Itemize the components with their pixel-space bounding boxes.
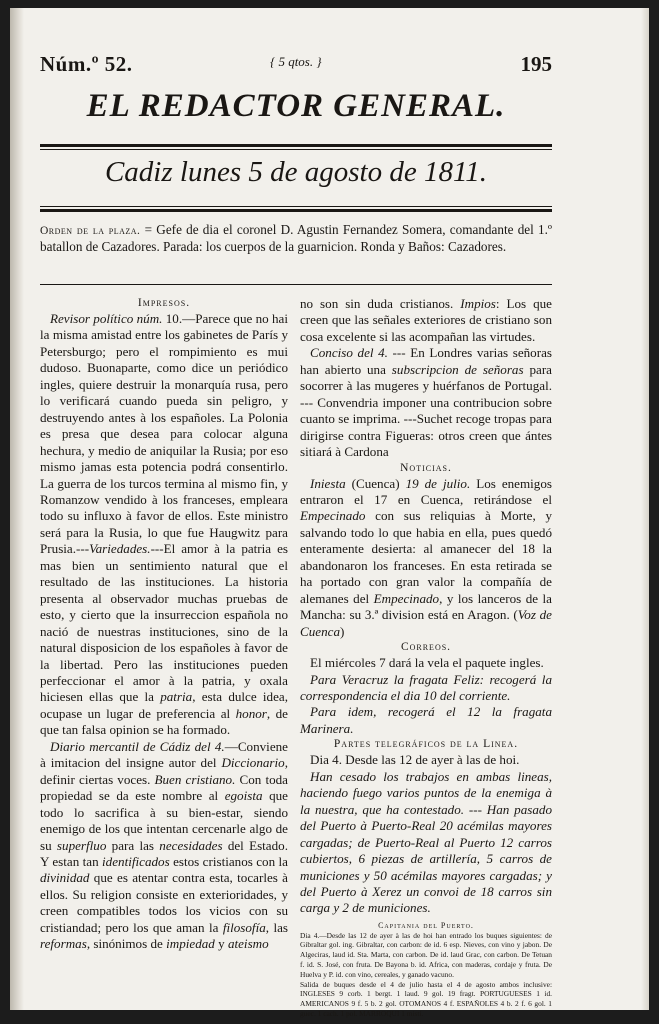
left-column: [40, 296, 288, 953]
iniesta-text-3: , y los lanceros de la Mancha: su 3.ª division está en Aragon. (: [300, 590, 552, 623]
diario-text-6: del Estado. Y estan tan: [40, 837, 288, 869]
capitania-entradas: Dia 4.—Desde las 12 de ayer à las de hoi han entrado los buques siguientes: de Gibraltar gol. ing. Gibraltar, con carbon: de id. 6 esp. Nieves, con vino y jabon. De Algeciras, laud id. Sta. Marta, con carbon. De id. laud Grac, con carbon. De Tetuan f. id. S. José, con fruta. De Bayona b. id. Africa, con maderas, cordaje y fruta. De Huelva y P. id. con vino, cereales, y ganado vacuno.: [300, 930, 552, 979]
page-spine-shadow: [10, 8, 24, 1010]
diario-title: Diario mercantil de Cádiz del 4.: [50, 738, 225, 754]
diario-text-4: que todo lo sacrifica à su bien-estar, siendo enemigo de los que intentan cercenarle algo de su: [40, 788, 288, 853]
word-impiedad: impiedad: [166, 936, 215, 952]
diario-text-9: , las: [265, 919, 288, 935]
capitania-title: Capitania del Puerto.: [378, 920, 474, 930]
paragraph-revisor: [40, 311, 288, 739]
word-egoista: egoista: [224, 788, 263, 804]
correos-line-2-text: Para Veracruz la fragata Feliz: recogerá la correspondencia el dia 10 del corriente.: [300, 671, 552, 703]
conciso-title: Conciso del 4.: [310, 345, 388, 361]
newspaper-page: [10, 8, 649, 1019]
orden-text: = Gefe de dia el coronel D. Agustin Fernandez Somera, comandante del 1.º batallon de Cazadores. Parada: los cuerpos de la guarnicion. Ronda y Baños: Cazadores.: [40, 222, 552, 255]
paragraph-continuation: [300, 296, 552, 345]
iniesta-paren: (Cuenca): [345, 475, 406, 491]
page-edge-shadow: [641, 8, 649, 1010]
conciso-text-2: para socorrer à las mugeres y huérfanos de Portugal. --- Convendria imponer una contribucion sobre cuanto se imprima. ---Suchet recoge tropas para dirigirse contra Figueras: otros creen que ántes sitiará à Cardona: [300, 361, 552, 460]
paragraph-conciso: [300, 345, 552, 460]
right-column: [300, 296, 552, 1019]
variedades-title: Variedades.: [89, 541, 151, 557]
word-ateismo: ateismo: [227, 936, 269, 952]
rule-under-masthead: [40, 144, 552, 147]
word-subscripcion: subscripcion de señoras: [391, 361, 524, 377]
page-number: 195: [520, 52, 552, 76]
diario-text-11: y: [214, 936, 228, 952]
iniesta-date: 19 de julio.: [405, 475, 471, 491]
correos-line-1: El miércoles 7 dará la vela el paquete ingles.: [310, 655, 544, 671]
revisor-text: 10.—Parece que no hai la misma amistad entre los gabinetes de París y Petersburgo; pero el rompimiento es mui dudoso. Buonaparte, como dice un periódico ingles, quiere destruir la monarquía rusa, pero lo verificará cuando pueda sin peligro, y destruyendo antes à los españoles. La Polonia es presa que desea para colocar alguna hechura, y medio de aniquilar la Rusia; por eso mismo jamas esta potencia podrá consentirlo. La guerra de los turcos termina al mismo fin, y Romanzow vendido à los franceses, empleara todo su influxo à favor de ellos. Este ministro será para la Rusia, lo que fue Haugwitz para Prusia.---: [40, 311, 288, 557]
word-impios: Impios: [460, 296, 496, 311]
word-honor: honor: [235, 705, 267, 721]
word-diccionario: Diccionario: [221, 755, 285, 771]
section-impresos: Impresos.: [137, 297, 191, 309]
diario-text-10: , sinónimos de: [86, 936, 167, 952]
section-partes: Partes telegráficos de la Linea.: [333, 738, 519, 751]
rule-under-masthead-thin: [40, 149, 552, 150]
word-divinidad: divinidad: [40, 870, 90, 886]
issue-header: [40, 52, 552, 80]
capitania-salidas: Salida de buques desde el 4 de julio hasta el 4 de agosto ambos inclusive: INGLESES 9 corb. 1 bergt. 1 laud. 9 gol. 19 fragt. PORTUGUESES 1 id. AMERICANOS 9 f. 5 b. 2 gol. OTOMANOS 4 f. ESPAÑOLES 4 b. 2 f. 6 gol. 1 guec. 1 cach. 1 pol. MARROQUI 1 misti.: [300, 979, 552, 1019]
word-empecinado-2: Empecinado: [373, 590, 440, 606]
word-patria: patria: [160, 689, 193, 705]
word-empecinado: Empecinado: [300, 508, 366, 524]
diario-text-8: que es atentar contra esta, tocarles à ellos. Su religion consiste en exterioridades, y creen compatibles todos los vicios con su cristiandad; pero los que aman la: [40, 870, 288, 935]
section-noticias: Noticias.: [400, 461, 452, 474]
iniesta-close: ): [340, 623, 345, 639]
correos-line-2: [300, 672, 552, 705]
word-necesidades: necesidades: [159, 837, 223, 853]
correos-line-3: [300, 704, 552, 737]
variedades-text-2: , esta dulce idea, ocupase un lugar de preferencia al: [40, 689, 288, 721]
diario-text-2: , definir ciertas voces.: [40, 755, 288, 787]
continuation-text-2: : Los que creen que las señales exteriores de cristiano son cosa excelente si las acompañan las virtudes.: [300, 296, 552, 344]
issue-number: Núm.º 52.: [40, 52, 133, 76]
correos-line-3-text: Para idem, recogerá el 12 la fragata Marinera.: [300, 704, 552, 736]
rule-under-dateline-thin: [40, 206, 552, 207]
word-identificados: identificados: [102, 853, 170, 869]
word-superfluo: superfluo: [56, 837, 107, 853]
conciso-text: --- En Londres varias señoras han abierto una: [300, 345, 552, 377]
revisor-title: Revisor político núm.: [50, 311, 163, 326]
partes-line-2: [300, 769, 552, 917]
iniesta-place: Iniesta: [310, 475, 346, 491]
paragraph-diario: [40, 739, 288, 953]
orden-de-la-plaza: [40, 222, 552, 255]
orden-label: Orden de la plaza.: [40, 225, 141, 237]
variedades-text: ---El amor à la patria es mas bien un sentimiento natural que el resultado de las instituciones. La historia presenta al observador muchas pruebas de esto, y cierto que la insurreccion española no nació de nuestras instituciones, sino de la natural disposicion de los españoles à favor de la libertad. Pero las instituciones pueden perfeccionar el amor à la patria, y oxala hiciesen ellas que la: [40, 541, 288, 705]
capitania-del-puerto: [300, 921, 552, 1019]
voz-de-cuenca: Voz de Cuenca: [300, 607, 552, 639]
word-filosofia: filosofía: [222, 919, 266, 935]
rule-under-orden: [40, 284, 552, 285]
paragraph-iniesta: [300, 476, 552, 641]
partes-line-2-text: Han cesado los trabajos en ambas lineas, haciendo fuego varios puntos de la enemiga à la nuestra, que ha contestado. --- Han pasado del Puerto à Puerto-Real 20 acémilas mayores cargadas; de Puerto-Real al Puerto 12 carros cubiertos, 6 piezas de artillería, 5 carros de municiones y 50 acémilas mayores cargadas; y del Puerto à Xerez un convoi de 18 carros sin carga y 2 de municiones.: [300, 768, 552, 916]
diario-text-7: estos cristianos con la: [169, 853, 288, 869]
iniesta-text-2: con sus reliquias à Morte, y salvando todo lo que habia en ella, pues quedó enteramente desierta: al amanecer del 18 la abandonaron los franceses. En esta retirada se ha portado con gran valor la compañía de alemanes del: [300, 508, 552, 606]
continuation-text: no son sin duda cristianos.: [300, 296, 461, 311]
dateline: Cadiz lunes 5 de agosto de 1811.: [104, 156, 488, 188]
diario-text-3: Con toda propiedad se da este nombre al: [40, 771, 288, 804]
handwritten-note: { 5 qtos. }: [270, 54, 322, 69]
word-buen-cristiano: Buen cristiano.: [154, 771, 236, 787]
rule-under-dateline: [40, 209, 552, 212]
diario-text: —Conviene à imitacion del insigne autor del: [40, 738, 288, 771]
iniesta-text: Los enemigos entraron el 17 en Cuenca, retirándose el: [300, 475, 552, 507]
masthead-title: EL REDACTOR GENERAL.: [86, 88, 506, 124]
variedades-text-3: , de que tan falsa opinion se ha formado.: [40, 705, 288, 738]
diario-text-5: para las: [106, 837, 160, 853]
section-correos: Correos.: [400, 641, 452, 654]
partes-line-1: Dia 4. Desde las 12 de ayer à las de hoi.: [310, 752, 520, 768]
word-reformas: reformas: [40, 936, 87, 952]
